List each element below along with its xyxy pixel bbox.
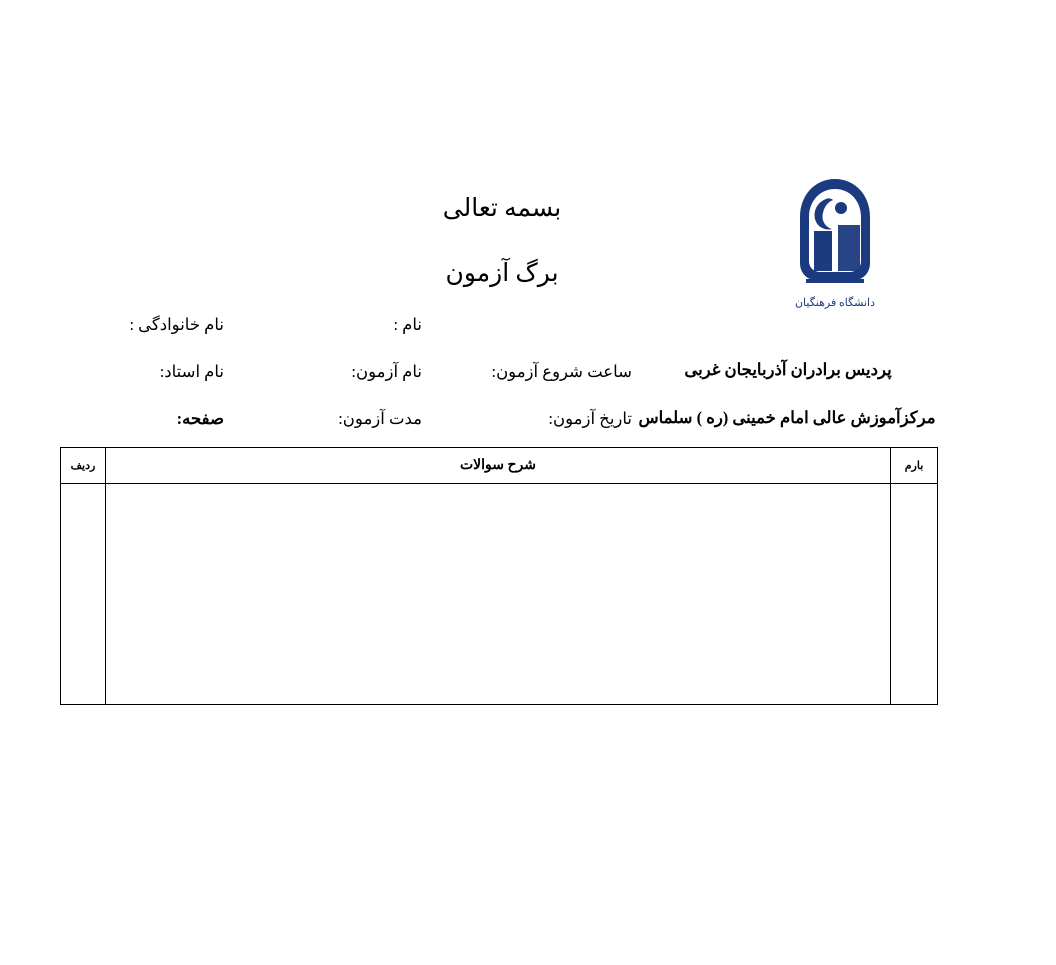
university-emblem-icon <box>780 175 890 300</box>
bismillah-text: بسمه تعالی <box>442 195 562 222</box>
questions-table <box>60 447 938 705</box>
cell-barom[interactable] <box>891 484 938 705</box>
cell-question-description[interactable] <box>106 484 891 705</box>
column-header-question-description: شرح سوالات <box>106 448 891 484</box>
organization-line-1: پردیس برادران آذربایجان غربی <box>684 360 892 379</box>
column-header-barom: بارم <box>891 448 938 484</box>
exam-duration-label: مدت آزمون: <box>338 409 422 428</box>
table-row <box>61 484 938 705</box>
exam-name-label: نام آزمون: <box>351 362 422 381</box>
exam-start-time-label: ساعت شروع آزمون: <box>491 362 632 381</box>
family-name-label: نام خانوادگی : <box>129 315 224 334</box>
column-header-radif: ردیف <box>61 448 106 484</box>
exam-date-label: تاریخ آزمون: <box>548 409 632 428</box>
field-rows <box>62 315 632 456</box>
organization-line-2: مرکزآموزش عالی امام خمینی (ره ) سلماس <box>638 408 936 427</box>
page-title: برگ آزمون <box>445 260 559 287</box>
first-name-label: نام : <box>393 315 422 334</box>
page-number-label: صفحه: <box>176 409 224 428</box>
cell-radif[interactable] <box>61 484 106 705</box>
sheet-header <box>52 155 952 445</box>
university-logo <box>740 175 930 309</box>
questions-table-wrap <box>66 447 938 705</box>
teacher-name-label: نام استاد: <box>159 362 224 381</box>
field-row-1 <box>62 315 632 362</box>
logo-caption: دانشگاه فرهنگیان <box>794 297 876 309</box>
exam-sheet-page <box>52 155 952 705</box>
field-row-2 <box>62 362 632 409</box>
table-header-row <box>61 448 938 484</box>
